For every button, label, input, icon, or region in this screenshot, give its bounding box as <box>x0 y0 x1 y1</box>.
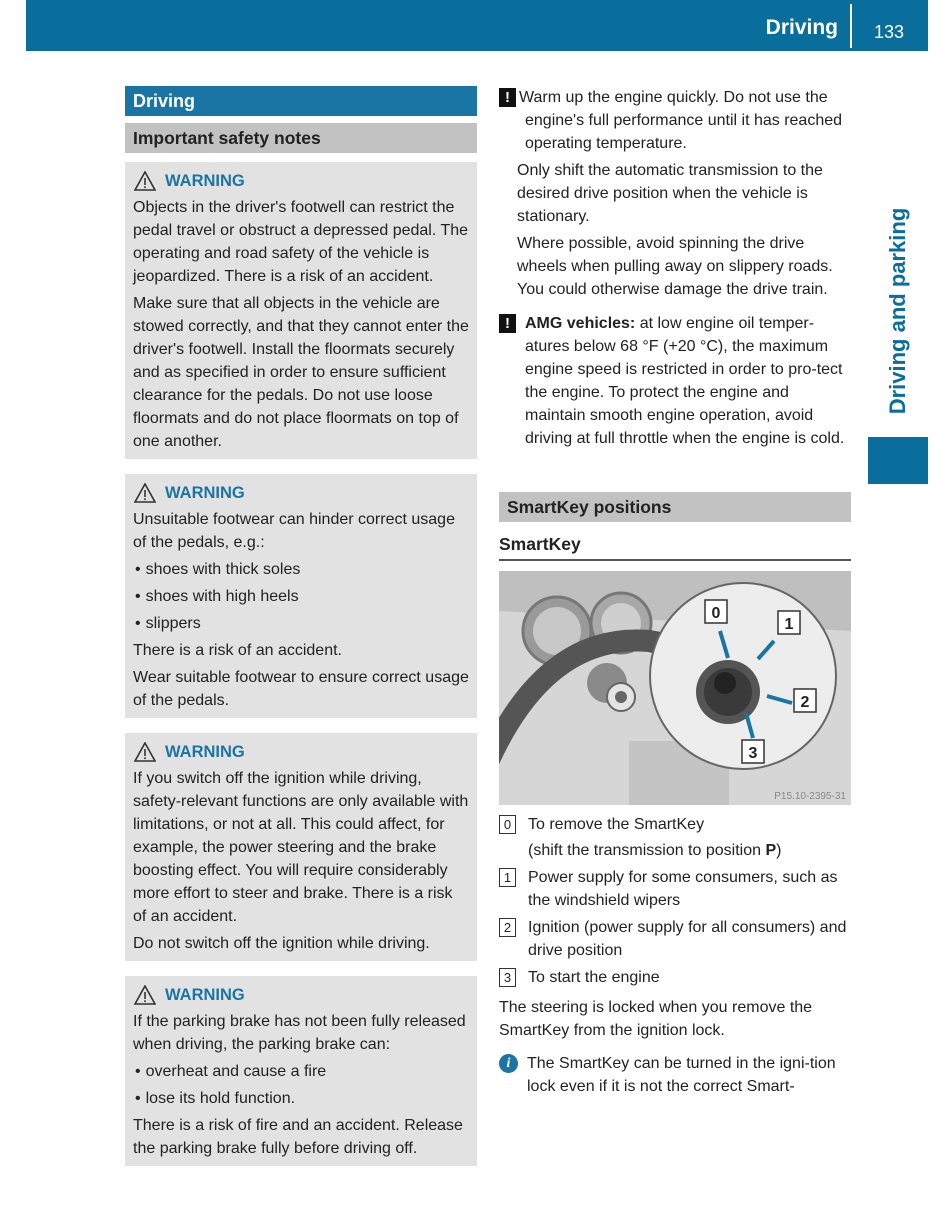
position-number: 2 <box>499 918 516 937</box>
caution-note <box>499 86 851 155</box>
position-item <box>499 813 851 862</box>
side-tab-label: Driving and parking <box>885 207 910 415</box>
warning-box <box>125 976 477 1166</box>
warning-box <box>125 733 477 961</box>
position-number: 3 <box>499 968 516 987</box>
position-text: Ignition (power supply for all consumers) and drive position <box>528 919 847 959</box>
note-paragraph: Only shift the automatic transmission to the desired drive position when the vehicle is stationary. <box>517 162 823 225</box>
smartkey-section-title: SmartKey positions <box>499 492 851 522</box>
warning-triangle-icon <box>134 742 156 762</box>
subsection-title: Important safety notes <box>125 123 477 153</box>
side-tab-marker <box>868 437 928 484</box>
page-number: 133 <box>873 22 904 42</box>
position-subtext-bold: P <box>765 842 777 859</box>
bullet-item: • lose its hold function. <box>133 1087 469 1110</box>
note-paragraph: Warm up the engine quickly. Do not use the engine's full performance until it has reached operating temperature. <box>519 89 843 152</box>
warning-paragraph: Objects in the driver's footwell can restrict the pedal travel or obstruct a depressed pedal. The operating and road safety of the vehicle is jeopardized. There is a risk of an accident. <box>133 199 469 285</box>
info-text: The SmartKey can be turned in the igni-tion lock even if it is not the correct Smart- <box>527 1055 836 1095</box>
note-paragraph <box>519 312 851 450</box>
position-text: Power supply for some consumers, such as the windshield wipers <box>528 869 838 909</box>
side-tab <box>868 186 928 436</box>
position-item <box>499 866 851 912</box>
warning-triangle-icon <box>134 483 156 503</box>
bullet-item: • shoes with high heels <box>133 585 469 608</box>
smartkey-heading: SmartKey <box>499 534 851 561</box>
header-separator <box>850 4 852 48</box>
warning-label: WARNING <box>165 985 245 1004</box>
info-note <box>499 1052 851 1098</box>
warning-bullet-list <box>133 558 469 635</box>
warning-header <box>133 739 469 765</box>
caution-note-body <box>519 86 851 155</box>
warning-header <box>133 982 469 1008</box>
warning-box <box>125 474 477 718</box>
bullet-item: • slippers <box>133 612 469 635</box>
position-subtext-suffix: ) <box>776 842 782 859</box>
ignition-lock-illustration <box>499 571 851 805</box>
callout-2 <box>794 689 816 712</box>
warning-paragraph: Do not switch off the ignition while driving. <box>133 935 430 952</box>
position-text: To start the engine <box>528 969 660 986</box>
section-title: Driving <box>125 86 477 116</box>
position-item <box>499 966 851 989</box>
bullet-item: • shoes with thick soles <box>133 558 469 581</box>
figure-code: P15.10-2395-31 <box>774 791 846 802</box>
exclamation-icon: ! <box>499 314 516 333</box>
callout-2-label: 2 <box>800 694 810 711</box>
warning-box <box>125 162 477 459</box>
caution-note-continuation <box>499 159 851 301</box>
callout-0 <box>705 600 727 623</box>
warning-label: WARNING <box>165 171 245 190</box>
warning-paragraph: If you switch off the ignition while driving, safety-relevant functions are only available with limitations, or not at all. This could affect, for example, the power steering and the brake boosting effect. You will require considerably more effort to steer and brake. There is a risk of an accident. <box>133 770 469 925</box>
warning-paragraph: Wear suitable footwear to ensure correct usage of the pedals. <box>133 669 469 709</box>
warning-triangle-icon <box>134 171 156 191</box>
header-title: Driving <box>765 16 838 39</box>
callout-3-label: 3 <box>748 745 758 762</box>
warning-paragraph: There is a risk of fire and an accident. Release the parking brake fully before driving off. <box>133 1117 463 1157</box>
note-text: at low engine oil temper-atures below 68 °F (+20 °C), the maximum engine speed is restricted in order to pro-tect the engine. To protect the engine and maintain smooth engine operation, avoid driving at full throttle when the engine is cold. <box>525 315 845 447</box>
callout-1 <box>778 611 800 634</box>
warning-bullet-list <box>133 1060 469 1110</box>
position-list <box>499 813 851 989</box>
position-subtext <box>528 839 781 862</box>
warning-intro: If the parking brake has not been fully released when driving, the parking brake can: <box>133 1013 466 1053</box>
right-column <box>499 86 851 1098</box>
warning-paragraph: There is a risk of an accident. <box>133 642 342 659</box>
warning-header <box>133 168 469 194</box>
note-paragraph: Where possible, avoid spinning the drive wheels when pulling away on slippery roads. You could otherwise damage the drive train. <box>517 235 833 298</box>
position-subtext-prefix: (shift the transmission to position <box>528 842 766 859</box>
exclamation-icon: ! <box>499 88 516 107</box>
steering-text: The steering is locked when you remove the SmartKey from the ignition lock. <box>499 999 813 1039</box>
note-bold-lead: AMG vehicles: <box>525 315 636 332</box>
callout-3 <box>742 740 764 763</box>
callout-1-label: 1 <box>784 616 794 633</box>
position-text: To remove the SmartKey <box>528 816 705 833</box>
caution-note <box>499 312 851 450</box>
warning-triangle-icon <box>134 985 156 1005</box>
warning-paragraph: Make sure that all objects in the vehicle are stowed correctly, and that they cannot enter the driver's footwell. Install the floormats securely and as specified in order to ensure sufficient clearance for the pedals. Do not use loose floormats and do not place floormats on top of one another. <box>133 295 469 450</box>
position-number: 0 <box>499 815 516 834</box>
position-item <box>499 916 851 962</box>
warning-label: WARNING <box>165 483 245 502</box>
smartkey-figure <box>499 571 851 805</box>
warning-label: WARNING <box>165 742 245 761</box>
callout-0-label: 0 <box>711 605 721 622</box>
bullet-item: • overheat and cause a fire <box>133 1060 469 1083</box>
header-bar <box>26 0 928 51</box>
info-icon: i <box>499 1054 518 1073</box>
warning-intro: Unsuitable footwear can hinder correct usage of the pedals, e.g.: <box>133 511 455 551</box>
left-column <box>125 86 477 1166</box>
warning-header <box>133 480 469 506</box>
position-number: 1 <box>499 868 516 887</box>
